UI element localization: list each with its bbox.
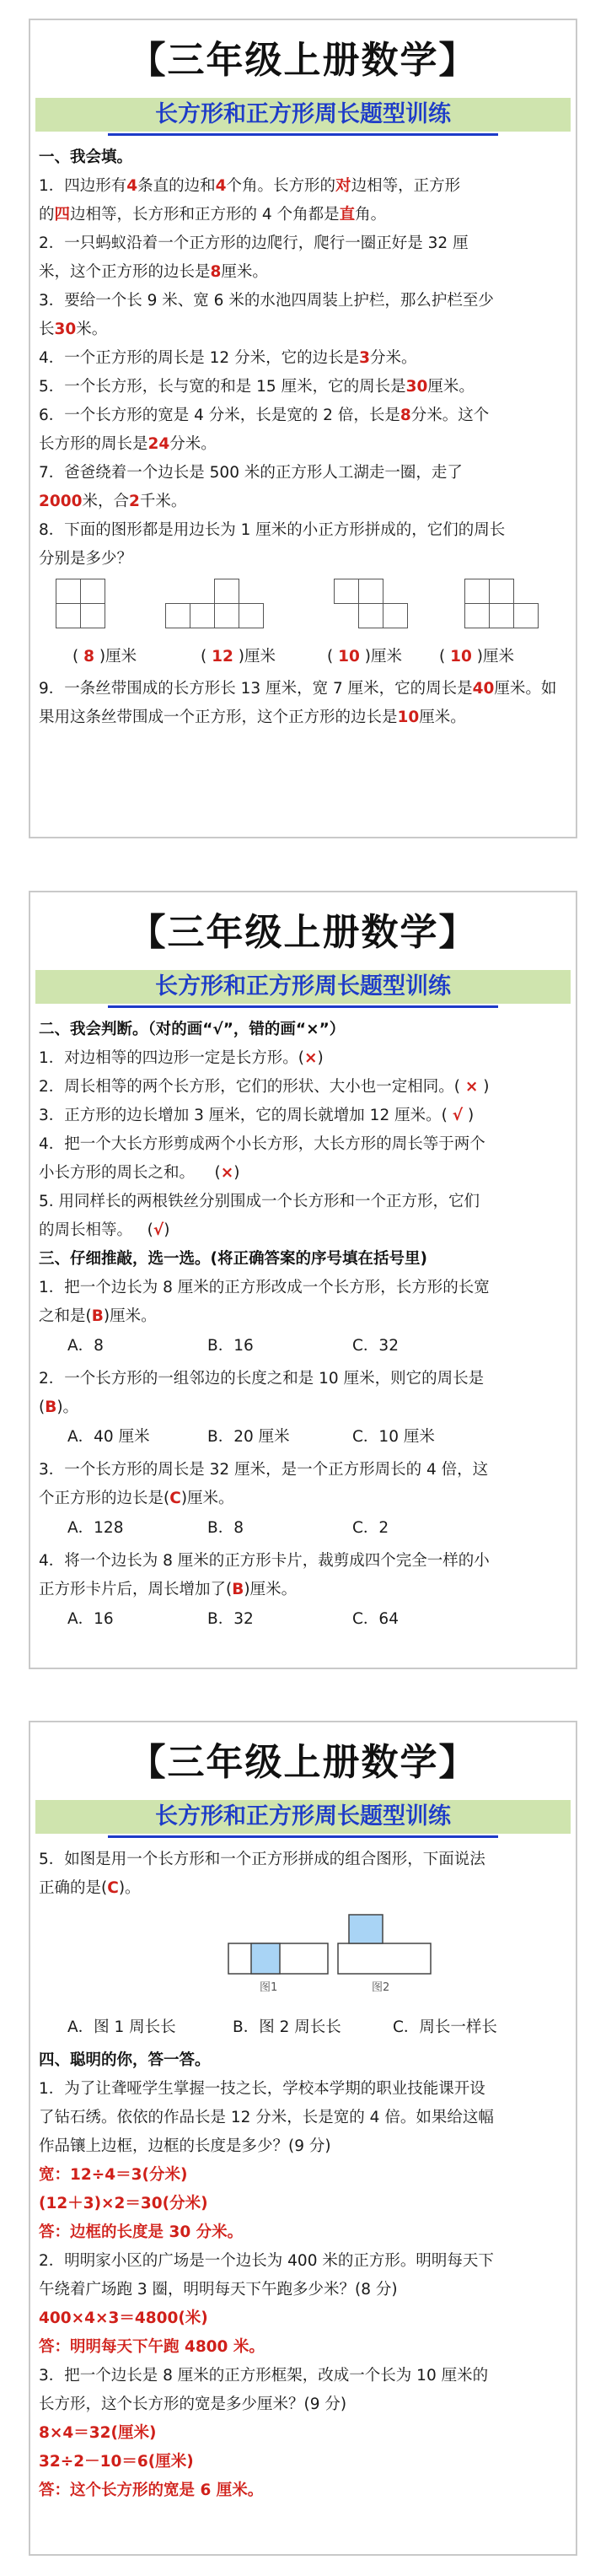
choice-2: 2．一个长方形的一组邻边的长度之和是 10 厘米，则它的周长是 (B)。 — [39, 1370, 485, 1416]
answer: 4 — [215, 177, 227, 195]
answer: 4 — [126, 177, 138, 195]
option-b: B．图 2 周长长 — [233, 2018, 341, 2036]
answer: 2000 — [39, 493, 83, 510]
option-a: A．16 — [67, 1610, 114, 1628]
choice-5-options — [39, 2013, 567, 2046]
page-title: 【三年级上册数学】 — [128, 911, 478, 954]
answer: B — [45, 1398, 57, 1416]
answer: B — [232, 1581, 244, 1598]
answer: 30 — [405, 378, 428, 396]
answer: C — [169, 1490, 181, 1507]
answer: 30 — [54, 321, 77, 338]
question-3: 3．要给一个长 9 米、宽 6 米的水池四周装上护栏，那么护栏至少 长30米。 — [39, 292, 494, 338]
figure-answer-2: ( 12 )厘米 — [201, 648, 276, 666]
figure-answers — [39, 641, 567, 675]
option-c: C．周长一样长 — [393, 2018, 497, 2036]
option-b: B．20 厘米 — [207, 1428, 290, 1446]
section-heading: 三、仔细推敲，选一选。(将正确答案的序号填在括号里) — [39, 1250, 427, 1268]
question-2: 2．一只蚂蚁沿着一个正方形的边爬行，爬行一圈正好是 32 厘 米，这个正方形的边长是8厘米。 — [39, 234, 469, 281]
solution-line: 32÷2－10＝6(厘米) — [39, 2453, 194, 2471]
section-judge — [30, 1010, 576, 1638]
figure-answer-1: ( 8 )厘米 — [72, 648, 137, 666]
answer: 24 — [147, 435, 170, 453]
option-c: C．10 厘米 — [352, 1428, 435, 1446]
question-6: 6．一个长方形的宽是 4 分米，长是宽的 2 倍，长是8分米。这个 长方形的周长是24分米。 — [39, 407, 490, 453]
choice-2-options — [39, 1422, 567, 1456]
subtitle-banner — [30, 96, 576, 138]
judge-3: 3．正方形的边长增加 3 厘米，它的周长就增加 12 厘米。( √ ) — [39, 1107, 475, 1124]
answer: C — [107, 1879, 119, 1897]
choice-4: 4．将一个边长为 8 厘米的正方形卡片，裁剪成四个完全一样的小 正方形卡片后，周长增加了(B)厘米。 — [39, 1552, 490, 1598]
answer: × — [464, 1078, 479, 1096]
choice-1-options — [39, 1331, 567, 1365]
judge-5: 5. 用同样长的两根铁丝分别围成一个长方形和一个正方形，它们 的周长相等。 (√) — [39, 1193, 480, 1239]
section-problems — [30, 1840, 576, 2505]
section-heading: 一、我会填。 — [39, 148, 133, 166]
answer: 3 — [359, 349, 370, 367]
subtitle: 长方形和正方形周长题型训练 — [155, 101, 451, 127]
answer: 四 — [54, 206, 71, 224]
page-title: 【三年级上册数学】 — [128, 1741, 478, 1784]
figure-2-caption: 图2 — [372, 1981, 390, 1994]
question-8: 8．下面的图形都是用边长为 1 厘米的小正方形拼成的，它们的周长 分别是多少？ — [39, 521, 506, 568]
option-a: A．40 厘米 — [67, 1428, 150, 1446]
worksheet-card-3 — [29, 1721, 577, 2556]
answer: 8 — [210, 263, 222, 281]
answer: 10 — [397, 709, 420, 726]
choice-5: 5．如图是用一个长方形和一个正方形拼成的组合图形，下面说法 正确的是(C)。 — [39, 1851, 485, 1897]
judge-2: 2．周长相等的两个长方形，它们的形状、大小也一定相同。( × ) — [39, 1078, 490, 1096]
answer: 对 — [335, 177, 351, 195]
option-b: B．32 — [207, 1610, 254, 1628]
answer: × — [304, 1049, 318, 1067]
answer: √ — [452, 1107, 464, 1124]
section-fill-in — [30, 138, 576, 732]
option-b: B．16 — [207, 1337, 254, 1355]
judge-4: 4．把一个大长方形剪成两个小长方形，大长方形的周长等于两个 小长方形的周长之和。 (×) — [39, 1135, 485, 1182]
subtitle: 长方形和正方形周长题型训练 — [155, 973, 451, 1000]
answer: 8 — [400, 407, 411, 424]
section-heading: 四、聪明的你，答一答。 — [39, 2051, 211, 2069]
figure-answer-4: ( 10 )厘米 — [439, 648, 514, 666]
figure-2-rectangle — [338, 1943, 431, 1974]
answer: 直 — [339, 206, 356, 224]
subtitle-underline — [108, 133, 498, 136]
problem-3: 3．把一个边长是 8 厘米的正方形框架，改成一个长为 10 厘米的 长方形，这个长方形的宽是多少厘米？(9 分) — [39, 2367, 489, 2413]
subtitle-underline — [108, 1835, 498, 1838]
solution-line: 宽：12÷4＝3(分米) — [39, 2166, 188, 2184]
worksheet-card-2 — [29, 891, 577, 1669]
question-7: 7．爸爸绕着一个边长是 500 米的正方形人工湖走一圈，走了 2000米，合2千米。 — [39, 464, 463, 510]
question-4: 4．一个正方形的周长是 12 分米，它的边长是3分米。 — [39, 349, 417, 367]
choice-3: 3．一个长方形的周长是 32 厘米，是一个正方形周长的 4 倍，这 个正方形的边长是(C)厘米。 — [39, 1461, 489, 1507]
subtitle-banner — [30, 968, 576, 1010]
solution-answer: 答：这个长方形的宽是 6 厘米。 — [39, 2482, 264, 2499]
worksheet-card-1 — [29, 19, 577, 838]
choice-4-options — [39, 1604, 567, 1638]
figure-answer-3: ( 10 )厘米 — [327, 648, 402, 666]
question-5: 5．一个长方形，长与宽的和是 15 厘米，它的周长是30厘米。 — [39, 378, 475, 396]
problem-2: 2．明明家小区的广场是一个边长为 400 米的正方形。明明每天下 午绕着广场跑 3 圈，明明每天下午跑多少米？(8 分) — [39, 2252, 494, 2298]
option-c: C．2 — [352, 1519, 389, 1537]
option-c: C．32 — [352, 1337, 399, 1355]
subtitle-banner — [30, 1798, 576, 1840]
combined-figure-drawing — [39, 1903, 571, 2013]
solution-line: 400×4×3＝4800(米) — [39, 2309, 208, 2327]
question-1: 1．四边形有4条直的边和4个角。长方形的对边相等，正方形 的四边相等，长方形和正方形的 4 个角都是直角。 — [39, 177, 461, 224]
option-a: A．图 1 周长长 — [67, 2018, 176, 2036]
solution-line: 8×4＝32(厘米) — [39, 2424, 157, 2442]
figure-1-caption: 图1 — [260, 1981, 278, 1994]
solution-answer: 答：边框的长度是 30 分米。 — [39, 2223, 244, 2241]
question-9: 9．一条丝带围成的长方形长 13 厘米，宽 7 厘米，它的周长是40厘米。如果用这条丝带围成一个正方形，这个正方形的边长是10厘米。 — [39, 680, 557, 726]
solution-line: (12＋3)×2＝30(分米) — [39, 2195, 208, 2212]
page-title: 【三年级上册数学】 — [128, 39, 478, 82]
option-a: A．8 — [67, 1337, 104, 1355]
figure-2-square — [349, 1915, 383, 1943]
subtitle: 长方形和正方形周长题型训练 — [155, 1803, 451, 1830]
figure-1-square — [251, 1943, 280, 1974]
answer: B — [91, 1307, 104, 1325]
section-heading: 二、我会判断。（对的画“√”，错的画“×”） — [39, 1021, 346, 1038]
problem-1: 1．为了让聋哑学生掌握一技之长，学校本学期的职业技能课开设 了钻石绣。依依的作品长是 12 分米，长是宽的 4 倍。如果给这幅 作品镶上边框，边框的长度是多少？(9 分) — [39, 2080, 494, 2155]
answer: 40 — [472, 680, 495, 698]
solution-answer: 答：明明每天下午跑 4800 米。 — [39, 2338, 265, 2356]
judge-1: 1．对边相等的四边形一定是长方形。(×) — [39, 1049, 324, 1067]
choice-3-options — [39, 1513, 567, 1547]
option-c: C．64 — [352, 1610, 399, 1628]
answer: 2 — [129, 493, 140, 510]
option-a: A．128 — [67, 1519, 124, 1537]
answer: × — [220, 1164, 234, 1182]
option-b: B．8 — [207, 1519, 244, 1537]
square-figures — [39, 574, 567, 641]
answer: √ — [153, 1221, 164, 1239]
combined-figure — [39, 1903, 567, 2013]
choice-1: 1．把一个边长为 8 厘米的正方形改成一个长方形，长方形的长宽 之和是(B)厘米。 — [39, 1279, 490, 1325]
subtitle-underline — [108, 1005, 498, 1008]
